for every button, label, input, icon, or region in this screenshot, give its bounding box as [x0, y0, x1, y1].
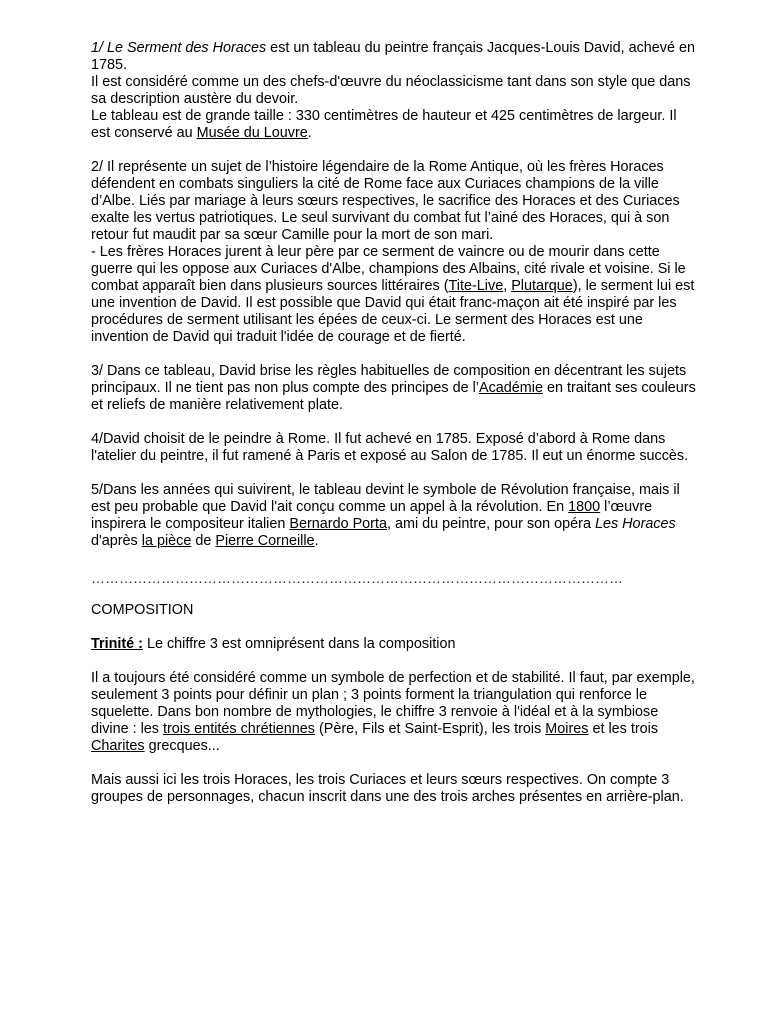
opera-title: Les Horaces — [594, 516, 676, 532]
link-musee-du-louvre[interactable]: Musée du Louvre — [196, 125, 308, 141]
composition-paragraph-1 — [91, 670, 698, 755]
p5-text-a: 5/Dans les années qui suivirent, le tableau devint le symbole de Révolution française, mais il est peu probable que David l'ait conçu comme un appel à la révolution. En — [91, 482, 680, 515]
paragraph-1 — [91, 40, 698, 142]
p5-text-b: l’œuvre inspirera le compositeur italien — [91, 499, 653, 532]
trinite-text: Le chiffre 3 est omniprésent dans la composition — [142, 636, 456, 652]
paragraph-4 — [91, 431, 698, 465]
link-moires[interactable]: Moires — [545, 721, 589, 737]
p4-text: 4/David choisit de le peindre à Rome. Il fut achevé en 1785. Exposé d’abord à Rome dans l'atelier du peintre, il fut ramené à Paris et exposé au Salon de 1785. Il eut un énorme succès. — [91, 431, 689, 464]
link-pierre-corneille[interactable]: Pierre Corneille — [215, 533, 315, 549]
comp-text-c: et les trois — [588, 721, 659, 737]
composition-paragraph-2 — [91, 772, 698, 806]
p3-text-b: en traitant ses couleurs et reliefs de manière relativement plate. — [91, 380, 696, 413]
trinite-line — [91, 636, 698, 653]
p5-text-d: d'après — [91, 533, 142, 549]
p5-text-e: de — [191, 533, 216, 549]
painting-title: 1/ Le Serment des Horaces — [91, 40, 267, 56]
p2-text-b1: - Les frères Horaces jurent à leur père par ce serment de vaincre ou de mourir dans cette guerre qui les oppose aux Curiaces d'Albe, champions des Albains, cité rivale et voisine. Si le combat apparaît bien dans plusieurs sources littéraires ( — [91, 244, 686, 294]
link-la-piece[interactable]: la pièce — [141, 533, 192, 549]
p5-text-f: . — [314, 533, 319, 549]
link-academie[interactable]: Académie — [478, 380, 543, 396]
p1-text-1: est un tableau du peintre français Jacques-Louis David, achevé en 1785. — [91, 40, 695, 73]
trinite-label: Trinité : — [91, 636, 143, 652]
p3-text-a: 3/ Dans ce tableau, David brise les règles habituelles de composition en décentrant les sujets principaux. Il ne tient pas non plus compte des principes de l’ — [91, 363, 687, 396]
comp-text-b: (Père, Fils et Saint-Esprit), les trois — [314, 721, 546, 737]
link-charites[interactable]: Charites — [91, 738, 145, 754]
comp-para-2: Mais aussi ici les trois Horaces, les trois Curiaces et leurs sœurs respectives. On compte 3 groupes de personnages, chacun inscrit dans une des trois arches présentes en arrière-plan. — [91, 772, 684, 805]
paragraph-2 — [91, 159, 698, 346]
p5-text-c: , ami du peintre, pour son opéra — [386, 516, 595, 532]
link-bernardo-porta[interactable]: Bernardo Porta — [289, 516, 387, 532]
composition-heading: COMPOSITION — [91, 602, 194, 618]
p2-comma: , — [503, 278, 512, 294]
paragraph-3 — [91, 363, 698, 414]
link-tite-live[interactable]: Tite-Live — [448, 278, 504, 294]
comp-text-a: Il a toujours été considéré comme un symbole de perfection et de stabilité. Il faut, par exemple, seulement 3 points pour définir un plan ; 3 points forment la triangulation qui renforce le squelette. Dans bon nombre de mythologies, le chiffre 3 renvoie à l'idéal et à la symbiose divine : les — [91, 670, 695, 737]
link-plutarque[interactable]: Plutarque — [511, 278, 573, 294]
paragraph-5 — [91, 482, 698, 550]
p2-text-a: 2/ Il représente un sujet de l’histoire légendaire de la Rome Antique, où les frères Horaces défendent en combats singuliers la cité de Rome face aux Curiaces champions de la ville d’Albe. Liés par mariage à leurs sœurs respectives, le sacrifice des Horaces et des Curiaces exalte les vertus patriotiques. Le seul survivant du combat fut l’ainé des Horaces, qui à son retour fut maudit par sa sœur Camille pour la mort de son mari. — [91, 159, 680, 243]
link-1800[interactable]: 1800 — [568, 499, 601, 515]
p1-text-2: Il est considéré comme un des chefs-d'œuvre du néoclassicisme tant dans son style que dans sa description austère du devoir. — [91, 74, 691, 107]
comp-text-d: grecques... — [144, 738, 220, 754]
p1-text-3: Le tableau est de grande taille : 330 centimètres de hauteur et 425 centimètres de largeur. Il est conservé au — [91, 108, 677, 141]
p1-text-end: . — [307, 125, 312, 141]
p2-text-b2: ), le serment lui est une invention de David. Il est possible que David qui était franc-maçon ait été inspiré par les procédures de serment utilisant les épées de ceux-ci. Le serment des Horaces est une invention de David qui traduit l'idée de courage et de fierté. — [91, 278, 695, 345]
separator-dots: …………………………………………………………………………………………………… — [91, 570, 623, 586]
link-trois-entites-chretiennes[interactable]: trois entités chrétiennes — [163, 721, 315, 737]
